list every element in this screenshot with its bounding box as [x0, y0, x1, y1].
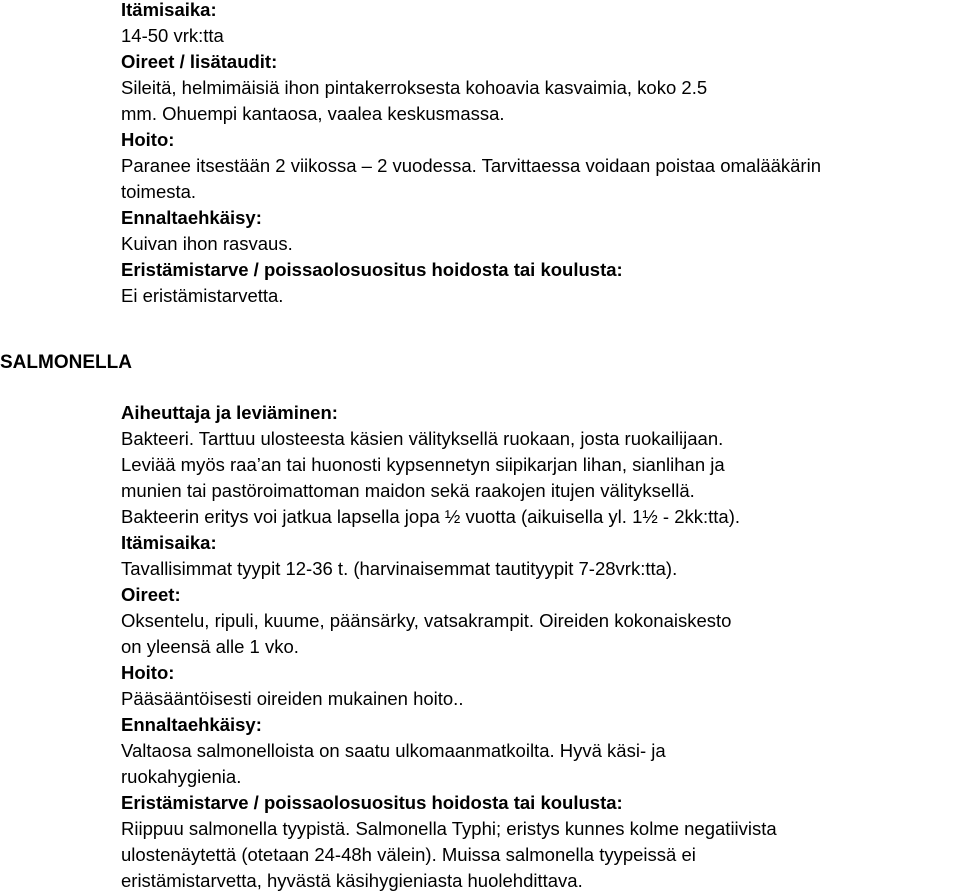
- treatment-heading: Hoito:: [121, 129, 175, 150]
- section-title-salmonella: SALMONELLA: [0, 352, 132, 373]
- symptoms-line: Sileitä, helmimäisiä ihon pintakerroksesta kohoavia kasvaimia, koko 2.5: [121, 77, 708, 98]
- prevention-heading: Ennaltaehkäisy:: [121, 207, 262, 228]
- prev-section: [121, 0, 951, 309]
- isolation-text: Ei eristämistarvetta.: [121, 285, 284, 306]
- prevention-text: Kuivan ihon rasvaus.: [121, 233, 293, 254]
- incubation-heading: Itämisaika:: [121, 0, 217, 20]
- cause-line: Bakteeri. Tarttuu ulosteesta käsien välityksellä ruokaan, josta ruokailijaan.: [121, 428, 724, 449]
- salmonella-section: [121, 400, 951, 894]
- symptoms-line: mm. Ohuempi kantaosa, vaalea keskusmassa.: [121, 103, 505, 124]
- incubation-heading: Itämisaika:: [121, 532, 217, 553]
- treatment-line: Paranee itsestään 2 viikossa – 2 vuodessa. Tarvittaessa voidaan poistaa omalääkärin: [121, 155, 821, 176]
- treatment-line: toimesta.: [121, 181, 197, 202]
- cause-heading: Aiheuttaja ja leviäminen:: [121, 402, 338, 423]
- cause-line: Leviää myös raa’an tai huonosti kypsennetyn siipikarjan lihan, sianlihan ja: [121, 454, 725, 475]
- incubation-text: Tavallisimmat tyypit 12-36 t. (harvinaisemmat tautityypit 7-28vrk:tta).: [121, 558, 678, 579]
- isolation-heading: Eristämistarve / poissaolosuositus hoidosta tai koulusta:: [121, 259, 623, 280]
- prevention-line: ruokahygienia.: [121, 766, 242, 787]
- symptoms-line: Oksentelu, ripuli, kuume, päänsärky, vatsakrampit. Oireiden kokonaiskesto: [121, 610, 732, 631]
- isolation-line: Riippuu salmonella tyypistä. Salmonella Typhi; eristys kunnes kolme negatiivista: [121, 818, 777, 839]
- treatment-heading: Hoito:: [121, 662, 175, 683]
- prevention-line: Valtaosa salmonelloista on saatu ulkomaanmatkoilta. Hyvä käsi- ja: [121, 740, 666, 761]
- treatment-text: Pääsääntöisesti oireiden mukainen hoito..: [121, 688, 464, 709]
- cause-line: munien tai pastöroimattoman maidon sekä raakojen itujen välityksellä.: [121, 480, 695, 501]
- isolation-line: ulostenäytettä (otetaan 24-48h välein). Muissa salmonella tyypeissä ei: [121, 844, 696, 865]
- symptoms-line: on yleensä alle 1 vko.: [121, 636, 299, 657]
- incubation-text: 14-50 vrk:tta: [121, 25, 224, 46]
- isolation-line: eristämistarvetta, hyvästä käsihygieniasta huolehdittava.: [121, 870, 583, 891]
- symptoms-heading: Oireet / lisätaudit:: [121, 51, 278, 72]
- prevention-heading: Ennaltaehkäisy:: [121, 714, 262, 735]
- symptoms-heading: Oireet:: [121, 584, 181, 605]
- cause-line: Bakteerin eritys voi jatkua lapsella jopa ½ vuotta (aikuisella yl. 1½ - 2kk:tta).: [121, 506, 741, 527]
- isolation-heading: Eristämistarve / poissaolosuositus hoidosta tai koulusta:: [121, 792, 623, 813]
